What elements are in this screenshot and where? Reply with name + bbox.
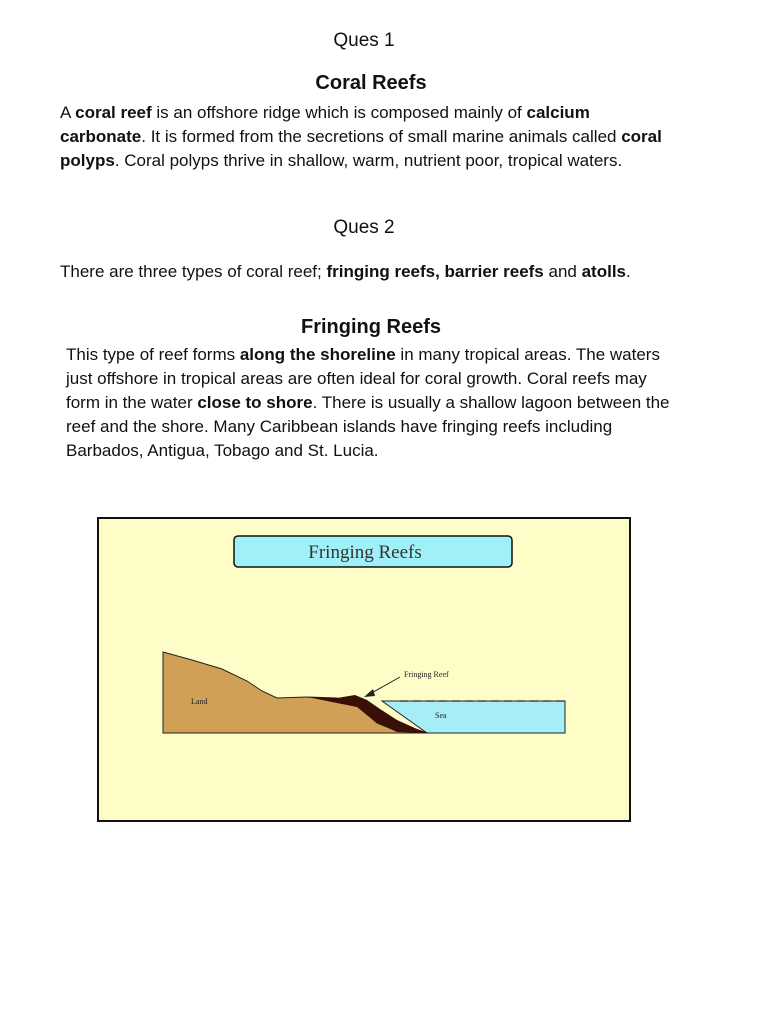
text-run: This type of reef forms	[66, 345, 240, 364]
coral-reef-definition	[60, 101, 670, 173]
bold-term: close to shore	[197, 393, 313, 412]
question-1-label: Ques 1	[333, 30, 395, 51]
sea-label: Sea	[435, 711, 447, 720]
bold-term: coral reef	[75, 103, 152, 122]
text-run: .	[626, 262, 631, 281]
reef-label: Fringing Reef	[404, 670, 449, 679]
text-run: There are three types of coral reef;	[60, 262, 327, 281]
coral-reefs-heading: Coral Reefs	[315, 72, 427, 94]
bold-term: calcium carbonate	[60, 103, 590, 146]
land-label: Land	[191, 697, 208, 706]
fringing-reef-diagram	[97, 517, 631, 822]
text-run: A	[60, 103, 76, 122]
text-run: . Coral polyps thrive in shallow, warm, nutrient poor, tropical waters.	[114, 151, 623, 170]
fringing-reefs-heading: Fringing Reefs	[300, 316, 441, 338]
text-run: and	[543, 262, 582, 281]
text-run: . It is formed from the secretions of small marine animals called	[141, 127, 622, 146]
bold-term: fringing reefs, barrier reefs	[326, 262, 544, 281]
question-2-label: Ques 2	[333, 217, 395, 238]
bold-term: coral polyps	[60, 127, 662, 170]
bold-term: along the shoreline	[239, 345, 396, 364]
text-run: in many tropical areas. The waters just offshore in tropical areas are often ideal for coral growth. Coral reefs may form in the water	[66, 345, 660, 412]
text-run: is an offshore ridge which is composed mainly of	[151, 103, 527, 122]
bold-term: atolls	[581, 262, 626, 281]
text-run: . There is usually a shallow lagoon between the reef and the shore. Many Caribbean islands have fringing reefs including Barbados, Antigua, Tobago and St. Lucia.	[66, 393, 670, 460]
reef-types-sentence	[60, 260, 700, 284]
fringing-reefs-description	[66, 343, 676, 463]
diagram-title: Fringing Reefs	[308, 542, 422, 563]
